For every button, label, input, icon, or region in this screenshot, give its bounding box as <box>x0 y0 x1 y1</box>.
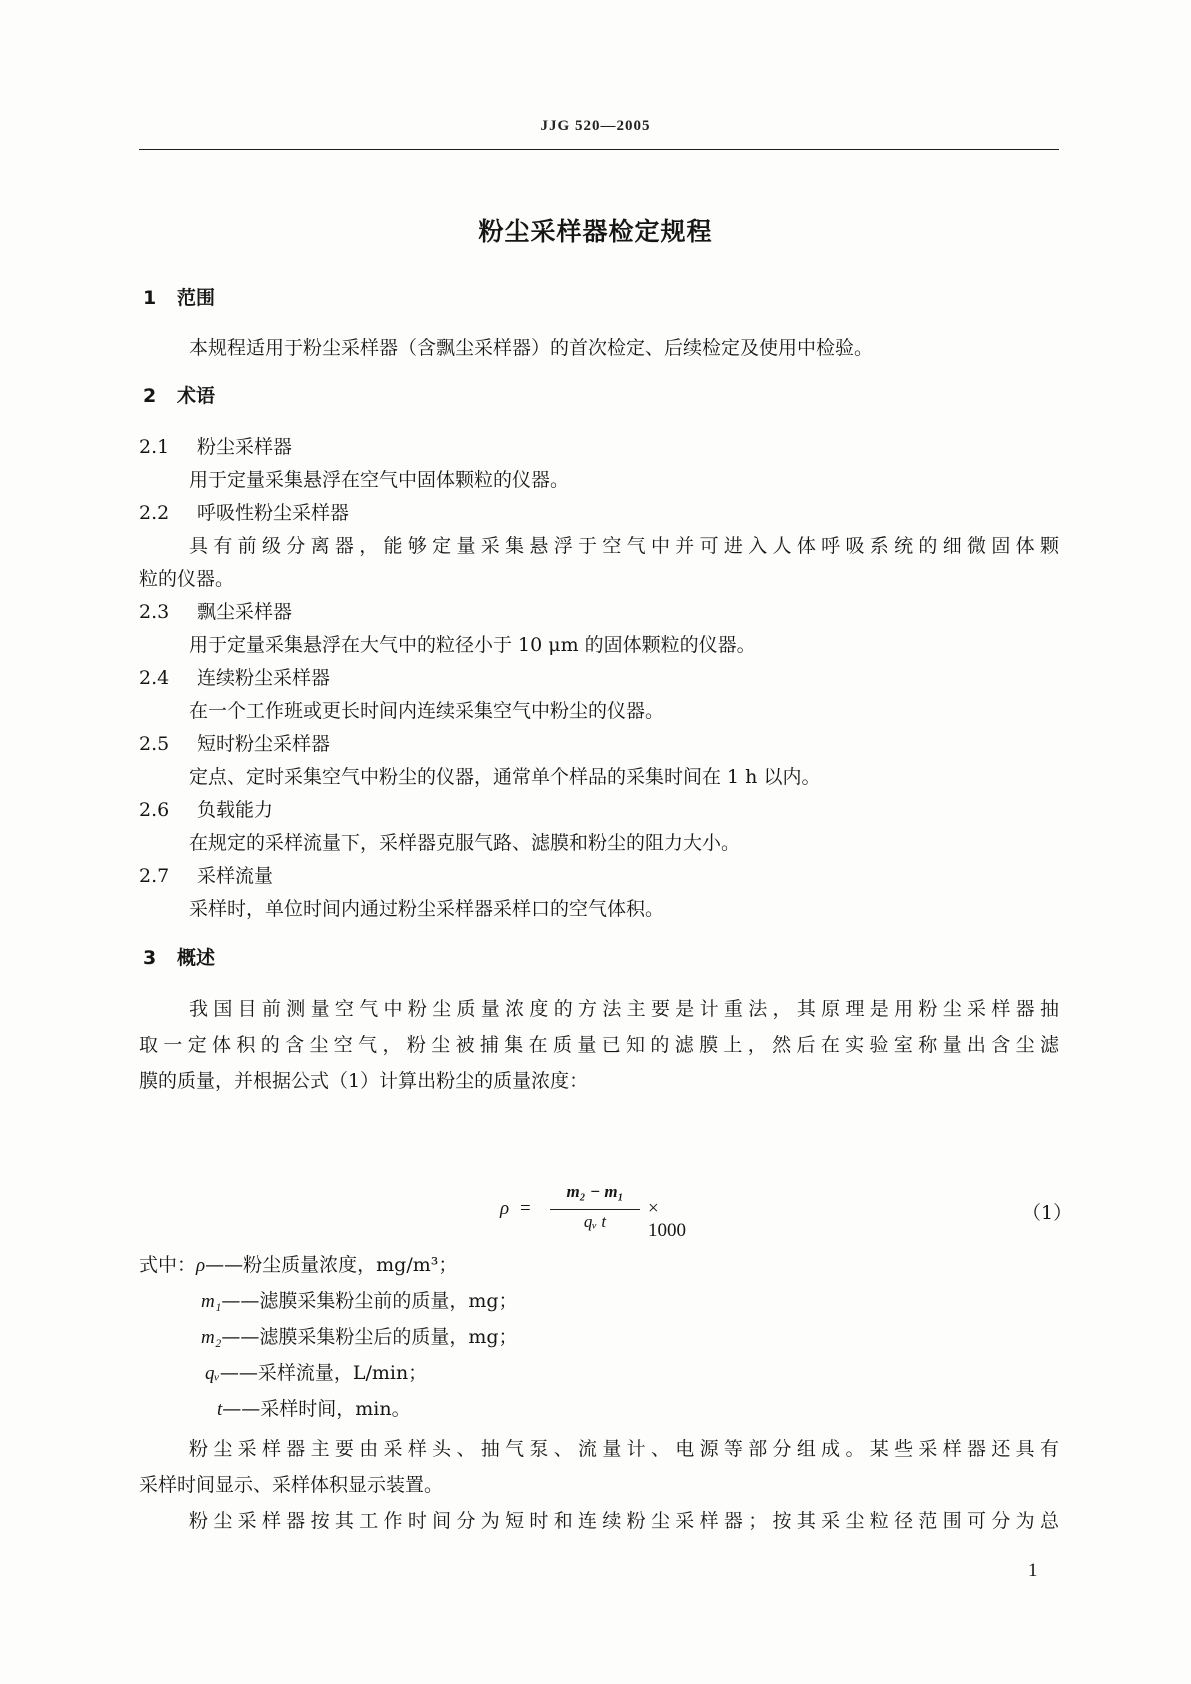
section-title: 概述 <box>177 947 216 969</box>
variable-row <box>201 1322 518 1349</box>
term-name: 短时粉尘采样器 <box>197 733 331 755</box>
term-number: 2.2 <box>139 502 170 524</box>
section-2-heading <box>143 381 215 408</box>
formula-numerator: m₂ − m₁ <box>566 1182 624 1201</box>
term-definition: 在一个工作班或更长时间内连续采集空气中粉尘的仪器。 <box>189 700 665 722</box>
variable-symbol: m₁ <box>201 1291 222 1312</box>
overview-paragraph-line: 粉尘采样器按其工作时间分为短时和连续粉尘采样器；按其采尘粒径范围可分为总 <box>189 1510 1059 1532</box>
term-name: 飘尘采样器 <box>197 601 293 623</box>
term-number: 2.6 <box>139 799 170 821</box>
overview-paragraph-line: 粉尘采样器主要由采样头、抽气泵、流量计、电源等部分组成。某些采样器还具有 <box>189 1438 1059 1460</box>
term-2-1 <box>139 432 292 459</box>
term-2-5 <box>139 729 330 756</box>
page-number: 1 <box>1028 1560 1038 1581</box>
formula-multiplier: × 1000 <box>648 1198 686 1241</box>
formula-lhs: ρ <box>500 1198 510 1219</box>
term-2-6 <box>139 795 273 822</box>
section-number: 1 <box>143 287 157 309</box>
term-2-3 <box>139 597 292 624</box>
term-name: 呼吸性粉尘采样器 <box>197 502 350 524</box>
term-definition: 具有前级分离器，能够定量采集悬浮于空气中并可进入人体呼吸系统的细微固体颗 <box>189 535 1059 557</box>
term-name: 连续粉尘采样器 <box>197 667 331 689</box>
section-3-heading <box>143 943 215 970</box>
header-rule <box>139 149 1059 150</box>
variable-description: ——采样时间，min。 <box>222 1398 411 1420</box>
overview-paragraph-line: 采样时间显示、采样体积显示装置。 <box>139 1474 444 1496</box>
where-prefix: 式中： <box>139 1254 197 1276</box>
variable-symbol: ρ <box>196 1255 206 1276</box>
standard-code-header: JJG 520—2005 <box>540 118 651 134</box>
variable-symbol: t <box>217 1399 223 1420</box>
term-definition: 用于定量采集悬浮在大气中的粒径小于 10 μm 的固体颗粒的仪器。 <box>189 634 756 656</box>
overview-paragraph-line: 取一定体积的含尘空气，粉尘被捕集在质量已知的滤膜上，然后在实验室称量出含尘滤 <box>139 1034 1059 1056</box>
term-number: 2.4 <box>139 667 170 689</box>
variable-description: ——粉尘质量浓度，mg/m³； <box>205 1254 458 1276</box>
term-definition: 在规定的采样流量下，采样器克服气路、滤膜和粉尘的阻力大小。 <box>189 832 741 854</box>
variable-row <box>201 1286 518 1313</box>
section-1-text: 本规程适用于粉尘采样器（含飘尘采样器）的首次检定、后续检定及使用中检验。 <box>189 337 874 359</box>
document-title: 粉尘采样器检定规程 <box>478 217 713 246</box>
variable-row <box>205 1358 427 1385</box>
variable-description: ——滤膜采集粉尘后的质量，mg； <box>221 1326 518 1348</box>
overview-paragraph-line: 膜的质量，并根据公式（1）计算出粉尘的质量浓度： <box>139 1070 589 1092</box>
term-definition: 用于定量采集悬浮在空气中固体颗粒的仪器。 <box>189 469 570 491</box>
term-2-4 <box>139 663 330 690</box>
term-name: 采样流量 <box>197 865 274 887</box>
fraction-bar <box>550 1209 640 1210</box>
variable-symbol: qᵥ <box>205 1363 220 1384</box>
variable-description: ——采样流量，L/min； <box>219 1362 428 1384</box>
term-2-7 <box>139 861 273 888</box>
term-number: 2.3 <box>139 601 170 623</box>
variable-row <box>139 1250 1059 1277</box>
variable-description: ——滤膜采集粉尘前的质量，mg； <box>221 1290 518 1312</box>
formula-equals: = <box>520 1198 531 1219</box>
section-title: 术语 <box>177 385 216 407</box>
term-name: 粉尘采样器 <box>197 436 293 458</box>
formula-fraction <box>550 1182 640 1232</box>
term-name: 负载能力 <box>197 799 274 821</box>
overview-paragraph-line: 我国目前测量空气中粉尘质量浓度的方法主要是计重法，其原理是用粉尘采样器抽 <box>189 998 1059 1020</box>
section-number: 3 <box>143 947 157 969</box>
equation-number: （1） <box>1022 1202 1073 1224</box>
term-number: 2.1 <box>139 436 170 458</box>
section-title: 范围 <box>177 287 216 309</box>
variable-row <box>217 1394 411 1421</box>
term-definition: 采样时，单位时间内通过粉尘采样器采样口的空气体积。 <box>189 898 665 920</box>
section-number: 2 <box>143 385 157 407</box>
term-2-2 <box>139 498 349 525</box>
term-definition: 定点、定时采集空气中粉尘的仪器，通常单个样品的采集时间在 1 h 以内。 <box>189 766 821 788</box>
section-1-heading <box>143 283 215 310</box>
term-number: 2.7 <box>139 865 170 887</box>
term-number: 2.5 <box>139 733 170 755</box>
variable-symbol: m₂ <box>201 1327 222 1348</box>
formula-denominator: qᵥ t <box>583 1212 607 1231</box>
term-definition-cont: 粒的仪器。 <box>139 568 235 590</box>
